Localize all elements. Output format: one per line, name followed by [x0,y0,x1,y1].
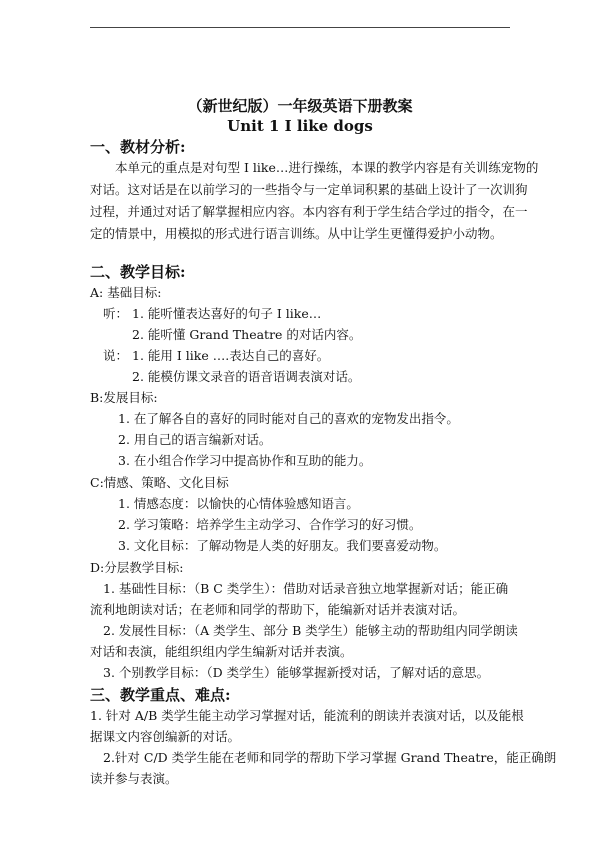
paragraph-line: 对话。这对话是在以前学习的一些指令与一定单词积累的基础上设计了一次训狗 [90,182,528,197]
list-item: 3. 个别教学目标：（D 类学生）能够掌握新授对话，了解对话的意思。 [103,665,490,680]
goal-c-title: C:情感、策略、文化目标 [90,475,229,490]
goal-d-title: D:分层教学目标: [90,560,184,575]
paragraph-line: 据课文内容创编新的对话。 [90,729,241,744]
list-item: 流利地朗读对话；在老师和同学的帮助下，能编新对话并表演对话。 [90,602,466,617]
paragraph-line: 定的情景中，用模拟的形式进行语言训练。从中让学生更懂得爱护小动物。 [90,226,503,241]
list-item: 1. 基础性目标：（B C 类学生）：借助对话录音独立地掌握新对话；能正确 [103,581,509,596]
list-item: 2. 学习策略：培养学生主动学习、合作学习的好习惯。 [118,517,422,532]
paragraph-line: 本单元的重点是对句型 I like…进行操练，本课的教学内容是有关训练宠物的 [115,160,539,175]
listen-label: 听： [103,306,129,321]
paragraph-line: 过程，并通过对话了解掌握相应内容。本内容有利于学生结合学过的指令，在一 [90,204,528,219]
document-subtitle: Unit 1 I like dogs [227,117,373,135]
list-item: 1. 能听懂表达喜好的句子 I like… [132,306,322,321]
list-item: 1. 在了解各自的喜好的同时能对自己的喜欢的宠物发出指令。 [118,411,459,426]
goal-b-title: B:发展目标: [90,390,158,405]
list-item: 1. 能用 I like ….表达自己的喜好。 [132,348,330,363]
document-title: （新世纪版）一年级英语下册教案 [187,97,413,115]
paragraph-line: 读并参与表演。 [90,771,178,786]
list-item: 3. 在小组合作学习中提高协作和互助的能力。 [118,453,372,468]
section-heading-analysis: 一、教材分析: [90,138,186,156]
speak-label: 说： [103,348,129,363]
list-item: 2. 用自己的语言编新对话。 [118,432,272,447]
list-item: 2. 发展性目标：（A 类学生、部分 B 类学生）能够主动的帮助组内同学朗读 [103,623,518,638]
section-heading-goals: 二、教学目标: [90,263,186,281]
list-item: 2. 能听懂 Grand Theatre 的对话内容。 [132,327,362,342]
paragraph-line: 2.针对 C/D 类学生能在老师和同学的帮助下学习掌握 Grand Theatre，能正确朗 [103,750,557,765]
paragraph-line: 1. 针对 A/B 类学生能主动学习掌握对话，能流利的朗读并表演对话，以及能根 [90,708,524,723]
list-item: 对话和表演，能组织组内学生编新对话并表演。 [90,644,353,659]
goal-a-title: A: 基础目标: [90,285,162,300]
list-item: 1. 情感态度：以愉快的心情体验感知语言。 [118,496,359,511]
list-item: 3. 文化目标：了解动物是人类的好朋友。我们要喜爱动物。 [118,538,447,553]
section-heading-key-points: 三、教学重点、难点: [90,686,231,704]
list-item: 2. 能模仿课文录音的语音语调表演对话。 [132,369,361,384]
top-rule [90,27,510,28]
